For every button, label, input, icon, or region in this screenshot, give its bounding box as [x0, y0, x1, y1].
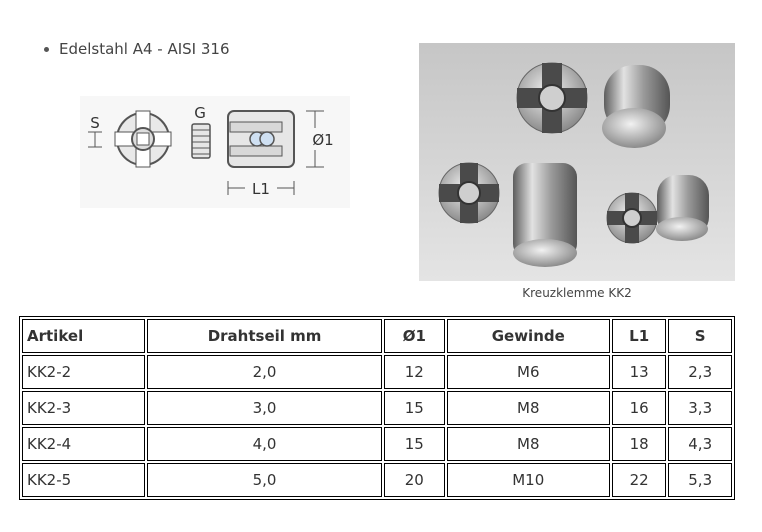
table-row: [22, 391, 732, 425]
table-cell: KK2-3: [22, 391, 145, 425]
diagram-label-l: L1: [252, 180, 270, 198]
header-cell: Drahtseil mm: [147, 319, 382, 353]
header-cell: Gewinde: [447, 319, 610, 353]
table-cell: KK2-5: [22, 463, 145, 497]
table-cell: M8: [447, 427, 610, 461]
table-cell: 5,3: [668, 463, 732, 497]
table-cell: 15: [384, 427, 445, 461]
table-cell: M8: [447, 391, 610, 425]
table-cell: KK2-4: [22, 427, 145, 461]
header-cell: S: [668, 319, 732, 353]
spec-table: [19, 316, 735, 500]
material-bullet: [44, 40, 230, 58]
side-view-icon: [228, 111, 294, 167]
set-screw-icon: [192, 124, 210, 158]
diagram-label-g: G: [194, 104, 206, 122]
table-cell: 4,3: [668, 427, 732, 461]
table-row: [22, 463, 732, 497]
technical-diagram: [80, 96, 350, 208]
table-cell: M6: [447, 355, 610, 389]
table-row: [22, 427, 732, 461]
table-header-row: [22, 319, 732, 353]
bullet-dot: [44, 47, 49, 52]
table-cell: 22: [612, 463, 666, 497]
table-row: [22, 355, 732, 389]
table-cell: 2,3: [668, 355, 732, 389]
table-cell: 4,0: [147, 427, 382, 461]
table-cell: 12: [384, 355, 445, 389]
table-cell: 2,0: [147, 355, 382, 389]
table-cell: 3,3: [668, 391, 732, 425]
table-cell: KK2-2: [22, 355, 145, 389]
material-text: Edelstahl A4 - AISI 316: [59, 40, 230, 58]
table-cell: 13: [612, 355, 666, 389]
photo-caption: Kreuzklemme KK2: [522, 286, 632, 300]
header-cell: Ø1: [384, 319, 445, 353]
table-cell: 15: [384, 391, 445, 425]
table-cell: 3,0: [147, 391, 382, 425]
table-cell: 16: [612, 391, 666, 425]
table-cell: 20: [384, 463, 445, 497]
header-cell: Artikel: [22, 319, 145, 353]
table-cell: 18: [612, 427, 666, 461]
product-photo: [419, 43, 735, 281]
table-cell: 5,0: [147, 463, 382, 497]
header-cell: L1: [612, 319, 666, 353]
diagram-label-d: Ø1: [312, 131, 334, 149]
diagram-label-s: S: [90, 114, 100, 132]
table-cell: M10: [447, 463, 610, 497]
